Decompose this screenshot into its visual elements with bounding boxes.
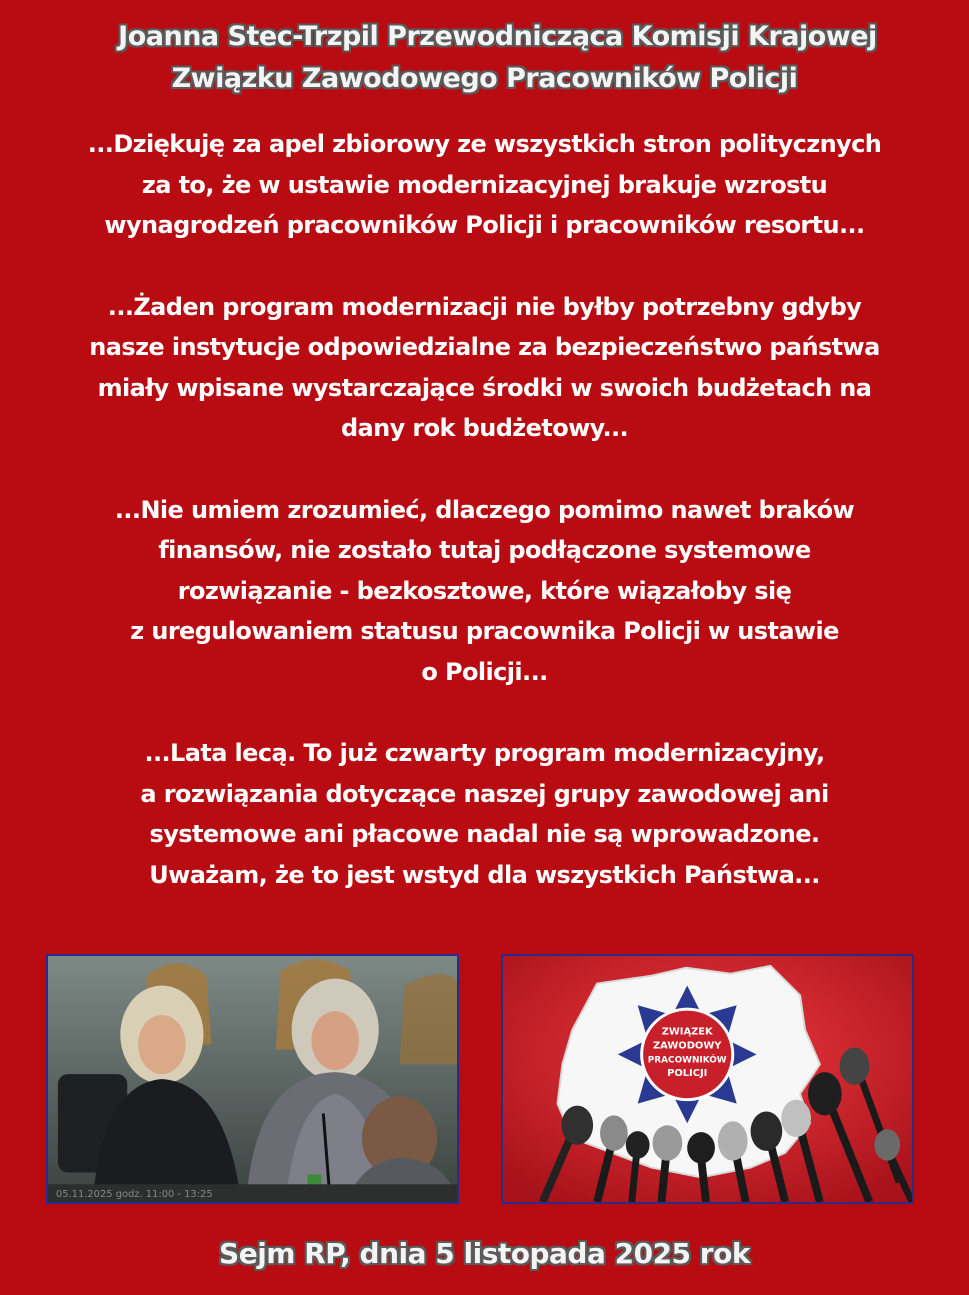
logo-text-2: ZAWODOWY (652, 1040, 722, 1052)
page-title (0, 16, 969, 100)
quote-line: ...Lata lecą. To już czwarty program modernizacyjny, (144, 739, 825, 767)
title-line-1: Joanna Stec-Trzpil Przewodnicząca Komisji Krajowej (118, 21, 877, 52)
quote-line: Uważam, że to jest wstyd dla wszystkich Państwa... (149, 860, 820, 889)
logo-text-1: ZWIĄZEK (661, 1026, 713, 1038)
quote-line: a rozwiązania dotyczące naszej grupy zawodowej ani (140, 779, 829, 808)
quote-line: ...Dziękuję za apel zbiorowy ze wszystkich stron politycznych (87, 130, 882, 158)
quote-line: o Policji... (421, 657, 548, 686)
quote-line: dany rok budżetowy... (340, 414, 629, 442)
logo-text-4: POLICJI (667, 1068, 708, 1080)
quote-line: ...Żaden program modernizacji nie byłby potrzebny gdyby (107, 292, 862, 321)
quote-line: z uregulowaniem statusu pracownika Policji w ustawie (130, 617, 839, 645)
union-logo-photo (501, 954, 914, 1204)
quote-line: finansów, nie zostało tutaj podłączone systemowe (158, 536, 811, 564)
quote-2 (20, 287, 949, 449)
quote-line: za to, że w ustawie modernizacyjnej brakuje wzrostu (141, 170, 828, 199)
quotes (20, 124, 949, 936)
quote-line: ...Nie umiem zrozumieć, dlaczego pomimo nawet braków (114, 495, 855, 524)
union-logo-illustration (503, 956, 912, 1202)
footer-date: Sejm RP, dnia 5 listopada 2025 rok (219, 1237, 750, 1270)
quote-line: rozwiązanie - bezkosztowe, które wiązałoby się (177, 576, 792, 605)
quote-1 (20, 124, 949, 246)
quote-4 (20, 733, 949, 895)
quote-line: systemowe ani płacowe nadal nie są wprowadzone. (149, 820, 820, 848)
quote-3 (20, 490, 949, 693)
quote-line: miały wpisane wystarczające środki w swoich budżetach na (97, 373, 872, 402)
union-badge-icon (618, 986, 757, 1124)
hearing-photo-illustration (48, 956, 457, 1202)
photo-timestamp: 05.11.2025 godz. 11:00 - 13:25 (55, 1189, 213, 1201)
quote-line: wynagrodzeń pracowników Policji i pracowników resortu... (104, 211, 865, 239)
hearing-photo (46, 954, 459, 1204)
title-line-2: Związku Zawodowego Pracowników Policji (171, 63, 798, 94)
quote-line: nasze instytucje odpowiedzialne za bezpieczeństwo państwa (89, 333, 880, 361)
logo-text-3: PRACOWNIKÓW (647, 1055, 727, 1066)
